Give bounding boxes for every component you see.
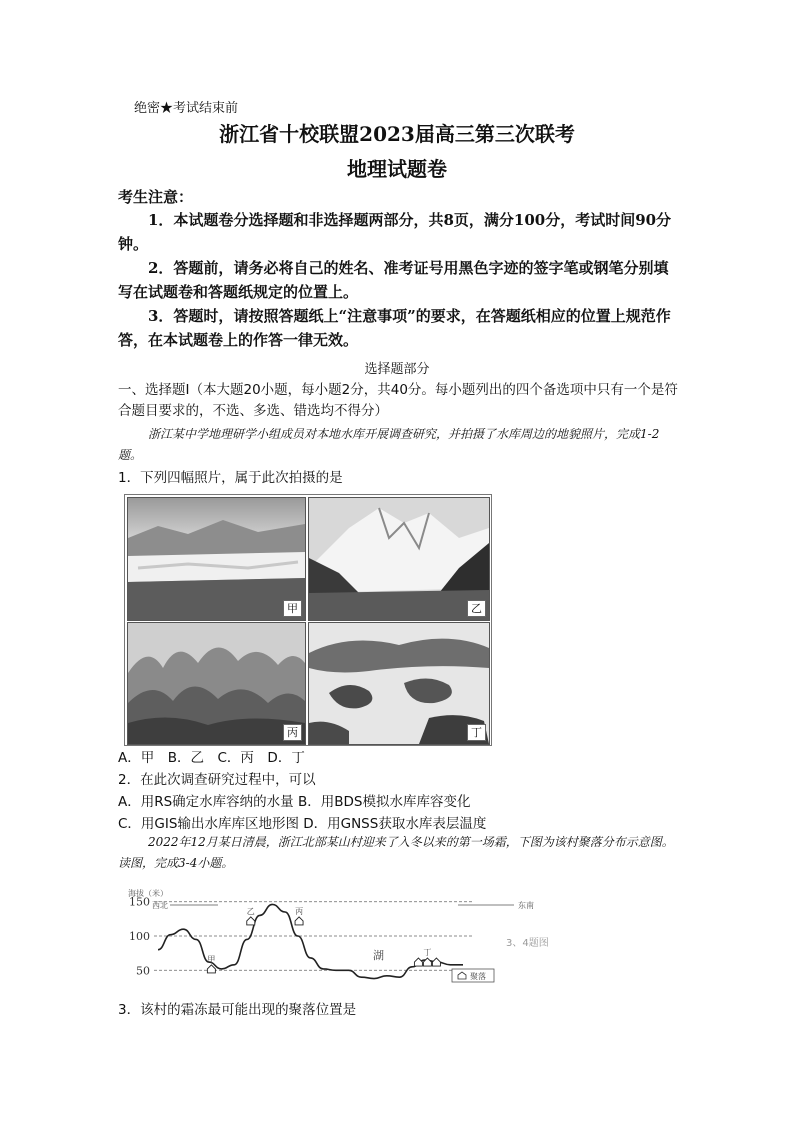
settlement-marker <box>247 917 255 925</box>
direction-southeast: 东南 <box>518 901 534 910</box>
terrain-profile-chart <box>118 886 558 986</box>
legend-label: 聚落 <box>470 972 486 981</box>
y-tick-label: 150 <box>129 895 150 909</box>
photo-label: 乙 <box>467 600 486 617</box>
karst-peaks-photo <box>128 623 305 744</box>
settlement-label: 丙 <box>295 906 304 916</box>
photo-label: 丁 <box>467 724 486 741</box>
y-tick-label: 50 <box>136 964 150 978</box>
snow-mountain-lake-photo <box>309 498 489 620</box>
y-tick-label: 100 <box>129 930 150 943</box>
settlement-label: 甲 <box>207 954 216 964</box>
notice-heading: 考生注意： <box>118 188 194 206</box>
photo-jia <box>127 497 306 621</box>
group2-intro: 2022年12月某日清晨，浙江北部某山村迎来了入冬以来的第一场霜，下图为该村聚落分布示意图。读图，完成3-4小题。 <box>118 835 674 870</box>
confidential-mark: 绝密★考试结束前 <box>134 101 239 116</box>
question-2-stem: 2．在此次调查研究过程中，可以 <box>118 772 316 788</box>
notice-item-2: 2．答题前，请务必将自己的姓名、准考证号用黑色字迹的签字笔或钢笔分别填写在试题卷和答题纸规定的位置上。 <box>118 259 669 301</box>
question-1-stem: 1．下列四幅照片，属于此次拍摄的是 <box>118 470 343 486</box>
settlement-marker <box>432 958 440 966</box>
reservoir-islands-photo <box>309 623 489 744</box>
section-title: 选择题部分 <box>364 362 430 377</box>
settlement-label: 丁 <box>423 948 432 958</box>
photo-label: 甲 <box>283 600 302 617</box>
question-2-options-cd: C．用GIS输出水库库区地形图 D．用GNSS获取水库表层温度 <box>118 816 487 832</box>
photo-ding <box>308 622 490 745</box>
glacier-photo <box>128 498 305 620</box>
figure-caption: 3、4题图 <box>506 938 549 949</box>
photo-bing <box>127 622 306 745</box>
exam-title: 浙江省十校联盟2023届高三第三次联考 <box>219 122 575 146</box>
settlement-marker <box>207 965 215 973</box>
question-1-options: A．甲 B．乙 C．丙 D．丁 <box>118 750 305 766</box>
lake-label: 湖 <box>373 949 384 962</box>
part1-heading: 一、选择题Ⅰ（本大题20小题，每小题2分，共40分。每小题列出的四个备选项中只有一个是符合题目要求的，不选、多选、错选均不得分） <box>118 382 678 419</box>
group1-intro: 浙江某中学地理研学小组成员对本地水库开展调查研究，并拍摄了水库周边的地貌照片，完成1-2题。 <box>118 427 660 462</box>
photo-grid <box>124 494 492 746</box>
settlement-marker <box>414 958 422 966</box>
notice-item-3: 3．答题时，请按照答题纸上“注意事项”的要求，在答题纸相应的位置上规范作答，在本试题卷上的作答一律无效。 <box>118 307 671 349</box>
question-2-options-ab: A．用RS确定水库容纳的水量 B．用BDS模拟水库库容变化 <box>118 794 471 810</box>
question-3-stem: 3．该村的霜冻最可能出现的聚落位置是 <box>118 1002 357 1018</box>
settlement-marker <box>295 917 303 925</box>
direction-northwest: 西北 <box>152 901 168 910</box>
y-axis-label: 海拔（米） <box>128 889 168 898</box>
terrain-line <box>158 904 463 978</box>
settlement-label: 乙 <box>246 906 255 916</box>
chart-legend <box>452 969 494 982</box>
exam-subtitle: 地理试题卷 <box>347 157 447 181</box>
notice-item-1: 1．本试题卷分选择题和非选择题两部分，共8页，满分100分，考试时间90分钟。 <box>118 211 672 253</box>
photo-yi <box>308 497 490 621</box>
photo-label: 丙 <box>283 724 302 741</box>
